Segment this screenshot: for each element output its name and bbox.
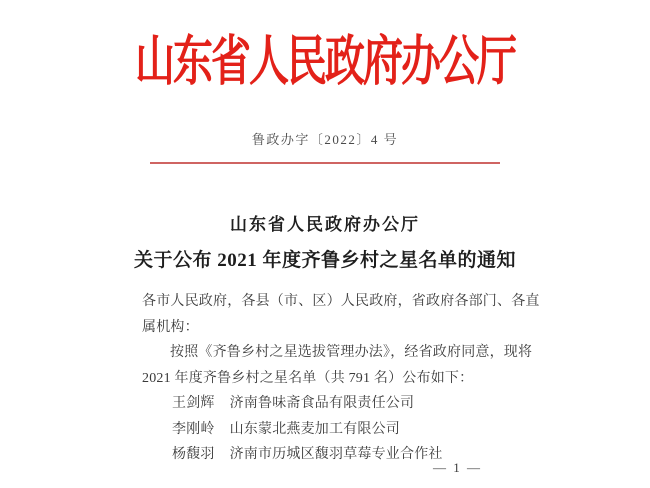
red-divider-line [150,162,500,164]
paragraph-line: 按照《齐鲁乡村之星选拔管理办法》，经省政府同意，现将 [170,345,533,360]
awardee-name: 杨馥羽 [172,447,215,462]
salutation-line: 属机构： [142,319,199,335]
awardee-row [142,391,522,417]
awardee-org: 济南市历城区馥羽草莓专业合作社 [229,447,443,462]
doc-title-line2: 关于公布 2021 年度齐鲁乡村之星名单的通知 [133,250,516,271]
doc-reference-number: 鲁政办字〔2022〕4 号 [251,132,399,147]
doc-title-line1: 山东省人民政府办公厅 [230,215,420,234]
salutation-line: 各市人民政府，各县（市、区）人民政府，省政府各部门、各直 [142,294,540,309]
awardee-org: 济南鲁味斋食品有限责任公司 [229,396,415,411]
awardee-row [142,417,522,443]
doc-title [0,210,650,272]
page-number: — 1 — [433,460,482,475]
paragraph-line: 2021 年度齐鲁乡村之星名单（共 791 名）公布如下： [142,370,474,386]
awardee-name: 王剑辉 [172,396,215,411]
awardee-org: 山东蒙北燕麦加工有限公司 [229,421,401,437]
awardee-name: 李刚岭 [172,421,215,437]
doc-body [142,289,540,468]
agency-masthead-title: 山东省人民政府办公厅 [135,30,515,92]
